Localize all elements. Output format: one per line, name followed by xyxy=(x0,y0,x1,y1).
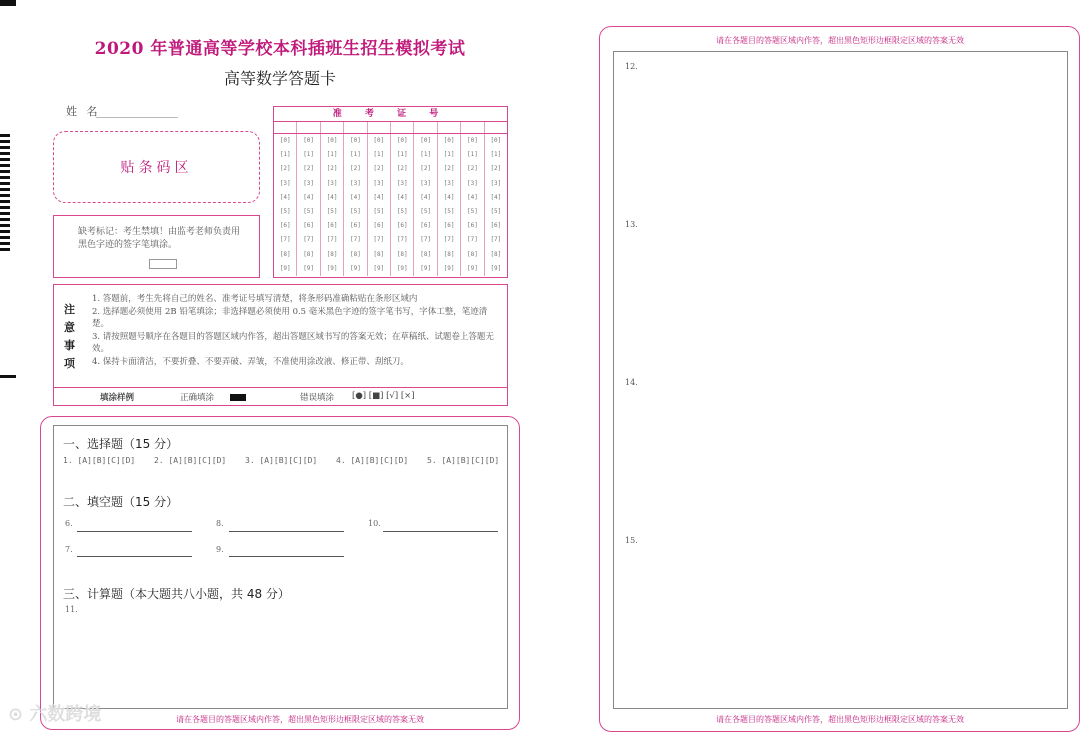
exam-id-bubble[interactable]: [8] xyxy=(350,250,361,258)
blank-label-10: 10. xyxy=(368,519,381,528)
exam-id-bubble[interactable]: [6] xyxy=(373,222,385,230)
exam-id-bubble[interactable]: [1] xyxy=(490,151,502,159)
exam-id-bubble[interactable]: [3] xyxy=(490,179,502,187)
exam-id-bubble[interactable]: [9] xyxy=(490,264,502,272)
exam-id-bubble[interactable]: [1] xyxy=(373,151,385,159)
exam-id-bubble[interactable]: [6] xyxy=(420,222,432,230)
exam-id-bubble[interactable]: [2] xyxy=(303,165,315,173)
exam-id-bubble[interactable]: [0] xyxy=(326,137,338,145)
right-answer-frame xyxy=(613,51,1068,709)
exam-id-bubble[interactable]: [7] xyxy=(350,236,361,244)
exam-id-bubble[interactable]: [9] xyxy=(467,264,478,272)
correct-fill-label: 正确填涂 xyxy=(180,393,215,403)
exam-id-column xyxy=(321,134,344,276)
exam-id-bubble[interactable]: [7] xyxy=(443,236,455,244)
exam-id-bubble[interactable]: [4] xyxy=(279,193,291,201)
exam-id-bubble[interactable]: [5] xyxy=(490,208,502,216)
exam-id-bubble[interactable]: [3] xyxy=(420,179,432,187)
exam-id-column xyxy=(485,134,507,276)
exam-id-bubble[interactable]: [6] xyxy=(490,222,502,230)
exam-id-bubble[interactable]: [7] xyxy=(396,236,408,244)
exam-id-bubble[interactable]: [8] xyxy=(326,250,338,258)
exam-id-bubble[interactable]: [1] xyxy=(396,151,408,159)
exam-id-bubble[interactable]: [6] xyxy=(396,222,408,230)
exam-id-input-cell[interactable] xyxy=(368,122,391,133)
exam-id-input-cell[interactable] xyxy=(414,122,437,133)
exam-id-bubble[interactable]: [0] xyxy=(396,137,408,145)
absent-mark-box xyxy=(53,215,260,278)
exam-id-bubble[interactable]: [0] xyxy=(420,137,432,145)
calc-question-11: 11. xyxy=(65,605,78,614)
exam-id-input-cell[interactable] xyxy=(461,122,484,133)
exam-id-bubble[interactable]: [0] xyxy=(443,137,455,145)
exam-id-bubble[interactable]: [1] xyxy=(279,151,291,159)
exam-id-bubble[interactable]: [8] xyxy=(467,250,478,258)
exam-id-bubble[interactable]: [5] xyxy=(443,208,455,216)
exam-id-grid xyxy=(273,106,508,278)
exam-id-bubble[interactable]: [7] xyxy=(420,236,432,244)
notes-side-label xyxy=(64,301,78,373)
choice-item-5[interactable]: 5. [A][B][C][D] xyxy=(427,456,500,465)
exam-id-bubble[interactable]: [1] xyxy=(443,151,455,159)
barcode-label: 贴条码区 xyxy=(120,160,193,176)
exam-id-bubble[interactable]: [3] xyxy=(396,179,408,187)
exam-id-input-cell[interactable] xyxy=(344,122,367,133)
exam-id-bubble[interactable]: [7] xyxy=(373,236,385,244)
notes-side-char: 意 xyxy=(64,321,75,334)
fill-example-label: 填涂样例 xyxy=(100,393,135,403)
choice-item-4[interactable]: 4. [A][B][C][D] xyxy=(336,456,409,465)
exam-id-bubble[interactable]: [5] xyxy=(373,208,385,216)
choice-item-2[interactable]: 2. [A][B][C][D] xyxy=(154,456,227,465)
exam-id-bubble[interactable]: [7] xyxy=(467,236,478,244)
exam-id-bubble[interactable]: [4] xyxy=(303,193,315,201)
exam-id-input-cell[interactable] xyxy=(274,122,297,133)
exam-id-bubble[interactable]: [6] xyxy=(443,222,455,230)
blank-label-6: 6. xyxy=(65,519,73,528)
exam-id-bubble[interactable]: [0] xyxy=(350,137,361,145)
blank-line-7[interactable] xyxy=(77,556,192,557)
exam-id-bubble[interactable]: [5] xyxy=(396,208,408,216)
exam-id-columns xyxy=(274,134,507,276)
exam-id-bubble[interactable]: [4] xyxy=(326,193,338,201)
exam-id-bubble[interactable]: [3] xyxy=(373,179,385,187)
exam-id-bubble[interactable]: [2] xyxy=(326,165,338,173)
answer-section-frame xyxy=(53,425,508,709)
name-label: 姓 名 xyxy=(66,105,101,118)
exam-id-input-cell[interactable] xyxy=(485,122,507,133)
answer-sheet-subtitle: 高等数学答题卡 xyxy=(223,69,336,88)
exam-id-column xyxy=(274,134,297,276)
blank-section-title: 二、填空题（15 分） xyxy=(63,495,179,509)
exam-id-bubble[interactable]: [8] xyxy=(303,250,315,258)
exam-id-bubble[interactable]: [6] xyxy=(279,222,291,230)
question-15: 15. xyxy=(625,536,638,545)
choice-item-3[interactable]: 3. [A][B][C][D] xyxy=(245,456,318,465)
notes-side-char: 注 xyxy=(64,303,75,316)
exam-id-bubble[interactable]: [5] xyxy=(350,208,361,216)
fill-example-row xyxy=(54,387,507,405)
exam-id-bubble[interactable]: [9] xyxy=(443,264,455,272)
exam-id-bubble[interactable]: [4] xyxy=(443,193,455,201)
note-item: 4. 保持卡面清洁，不要折叠、不要弄破、弄皱，不准使用涂改液、修正带、刮纸刀。 xyxy=(92,356,409,367)
blank-line-10[interactable] xyxy=(383,531,498,532)
exam-id-column xyxy=(368,134,391,276)
blank-label-7: 7. xyxy=(65,545,73,554)
exam-id-bubble[interactable]: [2] xyxy=(467,165,478,173)
exam-id-column xyxy=(438,134,461,276)
absent-checkbox[interactable] xyxy=(149,259,177,269)
exam-id-bubble[interactable]: [8] xyxy=(443,250,455,258)
exam-id-bubble[interactable]: [5] xyxy=(467,208,478,216)
exam-id-column xyxy=(344,134,367,276)
name-field[interactable] xyxy=(96,117,178,118)
exam-id-bubble[interactable]: [0] xyxy=(467,137,478,145)
exam-id-bubble[interactable]: [8] xyxy=(490,250,502,258)
blank-label-9: 9. xyxy=(216,545,224,554)
exam-id-bubble[interactable]: [8] xyxy=(396,250,408,258)
blank-line-9[interactable] xyxy=(229,556,344,557)
exam-id-bubble[interactable]: [3] xyxy=(467,179,478,187)
exam-id-bubble[interactable]: [3] xyxy=(303,179,315,187)
notes-box xyxy=(53,284,508,406)
choice-item-1[interactable]: 1. [A][B][C][D] xyxy=(63,456,136,465)
exam-id-bubble[interactable]: [1] xyxy=(303,151,315,159)
exam-id-bubble[interactable]: [9] xyxy=(373,264,385,272)
exam-id-bubble[interactable]: [1] xyxy=(326,151,338,159)
exam-id-input-cell[interactable] xyxy=(391,122,414,133)
wrong-fill-label: 错误填涂 xyxy=(300,393,335,403)
note-item: 1. 答题前，考生先将自己的姓名、准考证号填写清楚，将条形码准确粘贴在条形区域内 xyxy=(92,294,418,304)
exam-id-bubble[interactable]: [0] xyxy=(303,137,315,145)
exam-id-bubble[interactable]: [9] xyxy=(279,264,291,272)
exam-id-bubble[interactable]: [5] xyxy=(303,208,315,216)
watermark-text: 六数跨境 xyxy=(29,704,102,725)
exam-id-bubble[interactable]: [7] xyxy=(303,236,315,244)
right-bottom-note: 请在各题目的答题区域内作答，超出黑色矩形边框限定区域的答案无效 xyxy=(716,715,964,724)
exam-id-bubble[interactable]: [2] xyxy=(373,165,385,173)
exam-id-bubble[interactable]: [4] xyxy=(396,193,408,201)
exam-id-bubble[interactable]: [0] xyxy=(373,137,385,145)
exam-id-bubble[interactable]: [6] xyxy=(326,222,338,230)
exam-id-bubble[interactable]: [9] xyxy=(303,264,315,272)
choice-section-title: 一、选择题（15 分） xyxy=(63,437,179,451)
exam-id-bubble[interactable]: [2] xyxy=(396,165,408,173)
absent-note: 缺考标记：考生禁填！由监考老师负责用黑色字迹的签字笔填涂。 xyxy=(78,227,241,250)
wrong-fill-marks: [●] [■] [√] [×] xyxy=(352,391,415,401)
exam-id-bubble[interactable]: [6] xyxy=(467,222,478,230)
exam-id-label: 准 考 证 号 xyxy=(274,107,507,122)
notes-side-char: 事 xyxy=(64,339,75,352)
exam-id-bubble[interactable]: [4] xyxy=(467,193,478,201)
watermark-icon: ⊙ xyxy=(8,704,30,725)
exam-id-input-cell[interactable] xyxy=(438,122,461,133)
exam-id-bubble[interactable]: [8] xyxy=(420,250,432,258)
exam-id-input-cell[interactable] xyxy=(321,122,344,133)
exam-id-bubble[interactable]: [9] xyxy=(396,264,408,272)
exam-id-bubble[interactable]: [2] xyxy=(490,165,502,173)
exam-id-bubble[interactable]: [2] xyxy=(350,165,361,173)
exam-title: 2020 年普通高等学校本科插班生招生模拟考试 xyxy=(94,39,466,59)
exam-id-bubble[interactable]: [4] xyxy=(373,193,385,201)
question-12: 12. xyxy=(625,62,638,71)
exam-id-bubble[interactable]: [4] xyxy=(420,193,432,201)
exam-id-column xyxy=(414,134,437,276)
exam-id-bubble[interactable]: [2] xyxy=(279,165,291,173)
exam-id-bubble[interactable]: [9] xyxy=(350,264,361,272)
calc-section-title: 三、计算题（本大题共八小题，共 48 分） xyxy=(63,587,290,601)
exam-id-bubble[interactable]: [5] xyxy=(279,208,291,216)
exam-id-bubble[interactable]: [1] xyxy=(467,151,478,159)
exam-id-bubble[interactable]: [4] xyxy=(350,193,361,201)
exam-id-bubble[interactable]: [2] xyxy=(420,165,432,173)
note-item: 3. 请按照题号顺序在各题目的答题区域内作答，超出答题区域书写的答案无效；在草稿纸、试题卷上答题无效。 xyxy=(92,331,494,354)
note-item: 2. 选择题必须使用 2B 铅笔填涂；非选择题必须使用 0.5 毫米黑色字迹的签字笔书写，字体工整，笔迹清楚。 xyxy=(92,306,488,329)
barcode-area xyxy=(53,131,260,203)
exam-id-bubble[interactable]: [9] xyxy=(326,264,338,272)
exam-id-input-cell[interactable] xyxy=(297,122,320,133)
exam-id-bubble[interactable]: [3] xyxy=(443,179,455,187)
exam-id-bubble[interactable]: [3] xyxy=(350,179,361,187)
exam-id-bubble[interactable]: [2] xyxy=(443,165,455,173)
exam-id-bubble[interactable]: [3] xyxy=(326,179,338,187)
blank-line-6[interactable] xyxy=(77,531,192,532)
question-13: 13. xyxy=(625,220,638,229)
exam-id-inputs xyxy=(274,122,507,134)
exam-id-bubble[interactable]: [9] xyxy=(420,264,432,272)
exam-id-column xyxy=(391,134,414,276)
exam-id-bubble[interactable]: [0] xyxy=(490,137,502,145)
blank-line-8[interactable] xyxy=(229,531,344,532)
exam-id-bubble[interactable]: [1] xyxy=(420,151,432,159)
exam-id-bubble[interactable]: [5] xyxy=(420,208,432,216)
right-top-note: 请在各题目的答题区域内作答，超出黑色矩形边框限定区域的答案无效 xyxy=(716,36,964,45)
watermark xyxy=(8,700,101,726)
exam-id-bubble[interactable]: [0] xyxy=(279,137,291,145)
left-footer-note: 请在各题目的答题区域内作答，超出黑色矩形边框限定区域的答案无效 xyxy=(176,715,424,724)
question-14: 14. xyxy=(625,378,638,387)
exam-id-column xyxy=(297,134,320,276)
exam-id-bubble[interactable]: [6] xyxy=(350,222,361,230)
exam-id-bubble[interactable]: [4] xyxy=(490,193,502,201)
notes-list xyxy=(92,293,497,368)
blank-label-8: 8. xyxy=(216,519,224,528)
exam-id-bubble[interactable]: [7] xyxy=(326,236,338,244)
exam-id-column xyxy=(461,134,484,276)
exam-id-bubble[interactable]: [7] xyxy=(490,236,502,244)
exam-id-bubble[interactable]: [8] xyxy=(373,250,385,258)
exam-id-bubble[interactable]: [3] xyxy=(279,179,291,187)
exam-id-bubble[interactable]: [5] xyxy=(326,208,338,216)
exam-id-bubble[interactable]: [1] xyxy=(350,151,361,159)
notes-side-char: 项 xyxy=(64,357,75,370)
exam-id-bubble[interactable]: [8] xyxy=(279,250,291,258)
exam-id-bubble[interactable]: [7] xyxy=(279,236,291,244)
exam-id-bubble[interactable]: [6] xyxy=(303,222,315,230)
